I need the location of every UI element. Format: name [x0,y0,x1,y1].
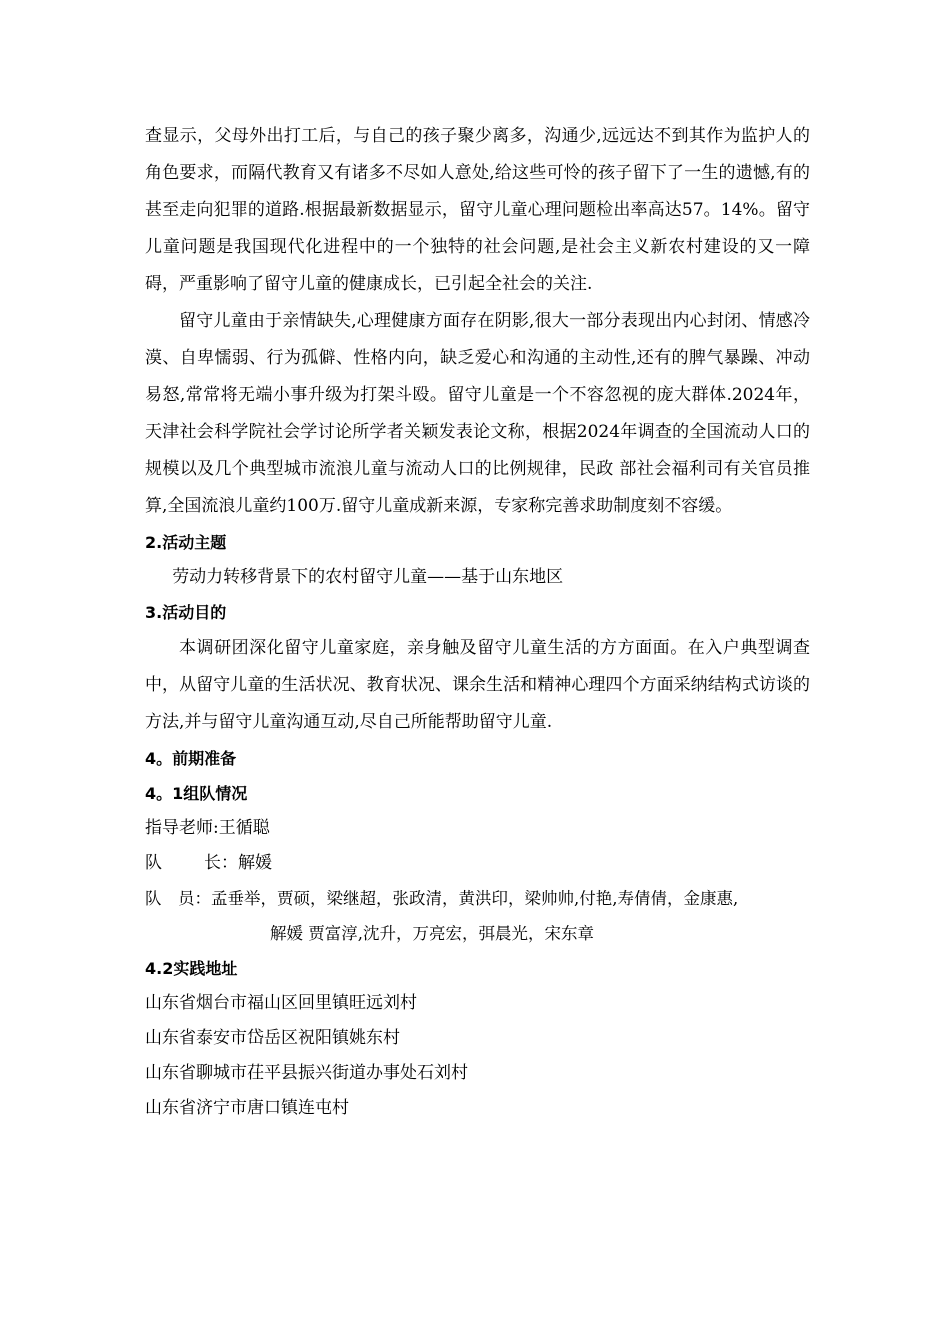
purpose-text: 本调研团深化留守儿童家庭，亲身触及留守儿童生活的方方面面。在入户典型调查中，从留守儿童的生活状况、教育状况、课余生活和精神心理四个方面采纳结构式访谈的方法,并与留守儿童沟通互动,尽自己所能帮助留守儿童. [145,638,810,732]
members-block [145,881,810,951]
advisor-line: 指导老师:王循聪 [145,818,270,838]
subsection-heading-team: 4。1组队情况 [145,784,248,803]
address-item: 山东省聊城市茌平县振兴街道办事处石刘村 [145,1063,468,1083]
members-line-2: 解媛 贾富淳,沈升，万亮宏，弭晨光，宋东章 [270,924,594,943]
subsection-heading-address: 4.2实践地址 [145,959,238,978]
leader-name: 长：解媛 [204,853,272,873]
theme-text: 劳动力转移背景下的农村留守儿童——基于山东地区 [172,567,564,587]
leader-line [145,846,810,881]
section-heading-purpose: 3.活动目的 [145,603,227,622]
section-heading-theme: 2.活动主题 [145,533,227,552]
address-item: 山东省烟台市福山区回里镇旺远刘村 [145,993,417,1013]
paragraph-psychology: 留守儿童由于亲情缺失,心理健康方面存在阴影,很大一部分表现出内心封闭、情感冷漠、自卑懦弱、行为孤僻、性格内向，缺乏爱心和沟通的主动性,还有的脾气暴躁、冲动易怒,常常将无端小事升级为打架斗殴。留守儿童是一个不容忽视的庞大群体.2024年，天津社会科学院社会学讨论所学者关颖发表论文称，根据2024年调查的全国流动人口的规模以及几个典型城市流浪儿童与流动人口的比例规律，民政 部社会福利司有关官员推算,全国流浪儿童约100万.留守儿童成新来源，专家称完善求助制度刻不容缓。 [145,311,810,516]
section-heading-preparation: 4。前期准备 [145,749,237,768]
address-item: 山东省济宁市唐口镇连屯村 [145,1098,349,1118]
paragraph-survey: 查显示，父母外出打工后，与自己的孩子聚少离多，沟通少,远远达不到其作为监护人的角色要求，而隔代教育又有诸多不尽如人意处,给这些可怜的孩子留下了一生的遗憾,有的甚至走向犯罪的道路.根据最新数据显示，留守儿童心理问题检出率高达57。14%。留守儿童问题是我国现代化进程中的一个独特的社会问题,是社会主义新农村建设的又一障碍，严重影响了留守儿童的健康成长，已引起全社会的关注. [145,126,810,294]
address-item: 山东省泰安市岱岳区祝阳镇姚东村 [145,1028,400,1048]
leader-label: 队 [145,853,162,873]
document-page [145,118,810,1126]
members-line-1: 队 员：孟垂举，贾硕，梁继超，张政清，黄洪印，梁帅帅,付艳,寿倩倩，金康惠, [145,889,739,908]
